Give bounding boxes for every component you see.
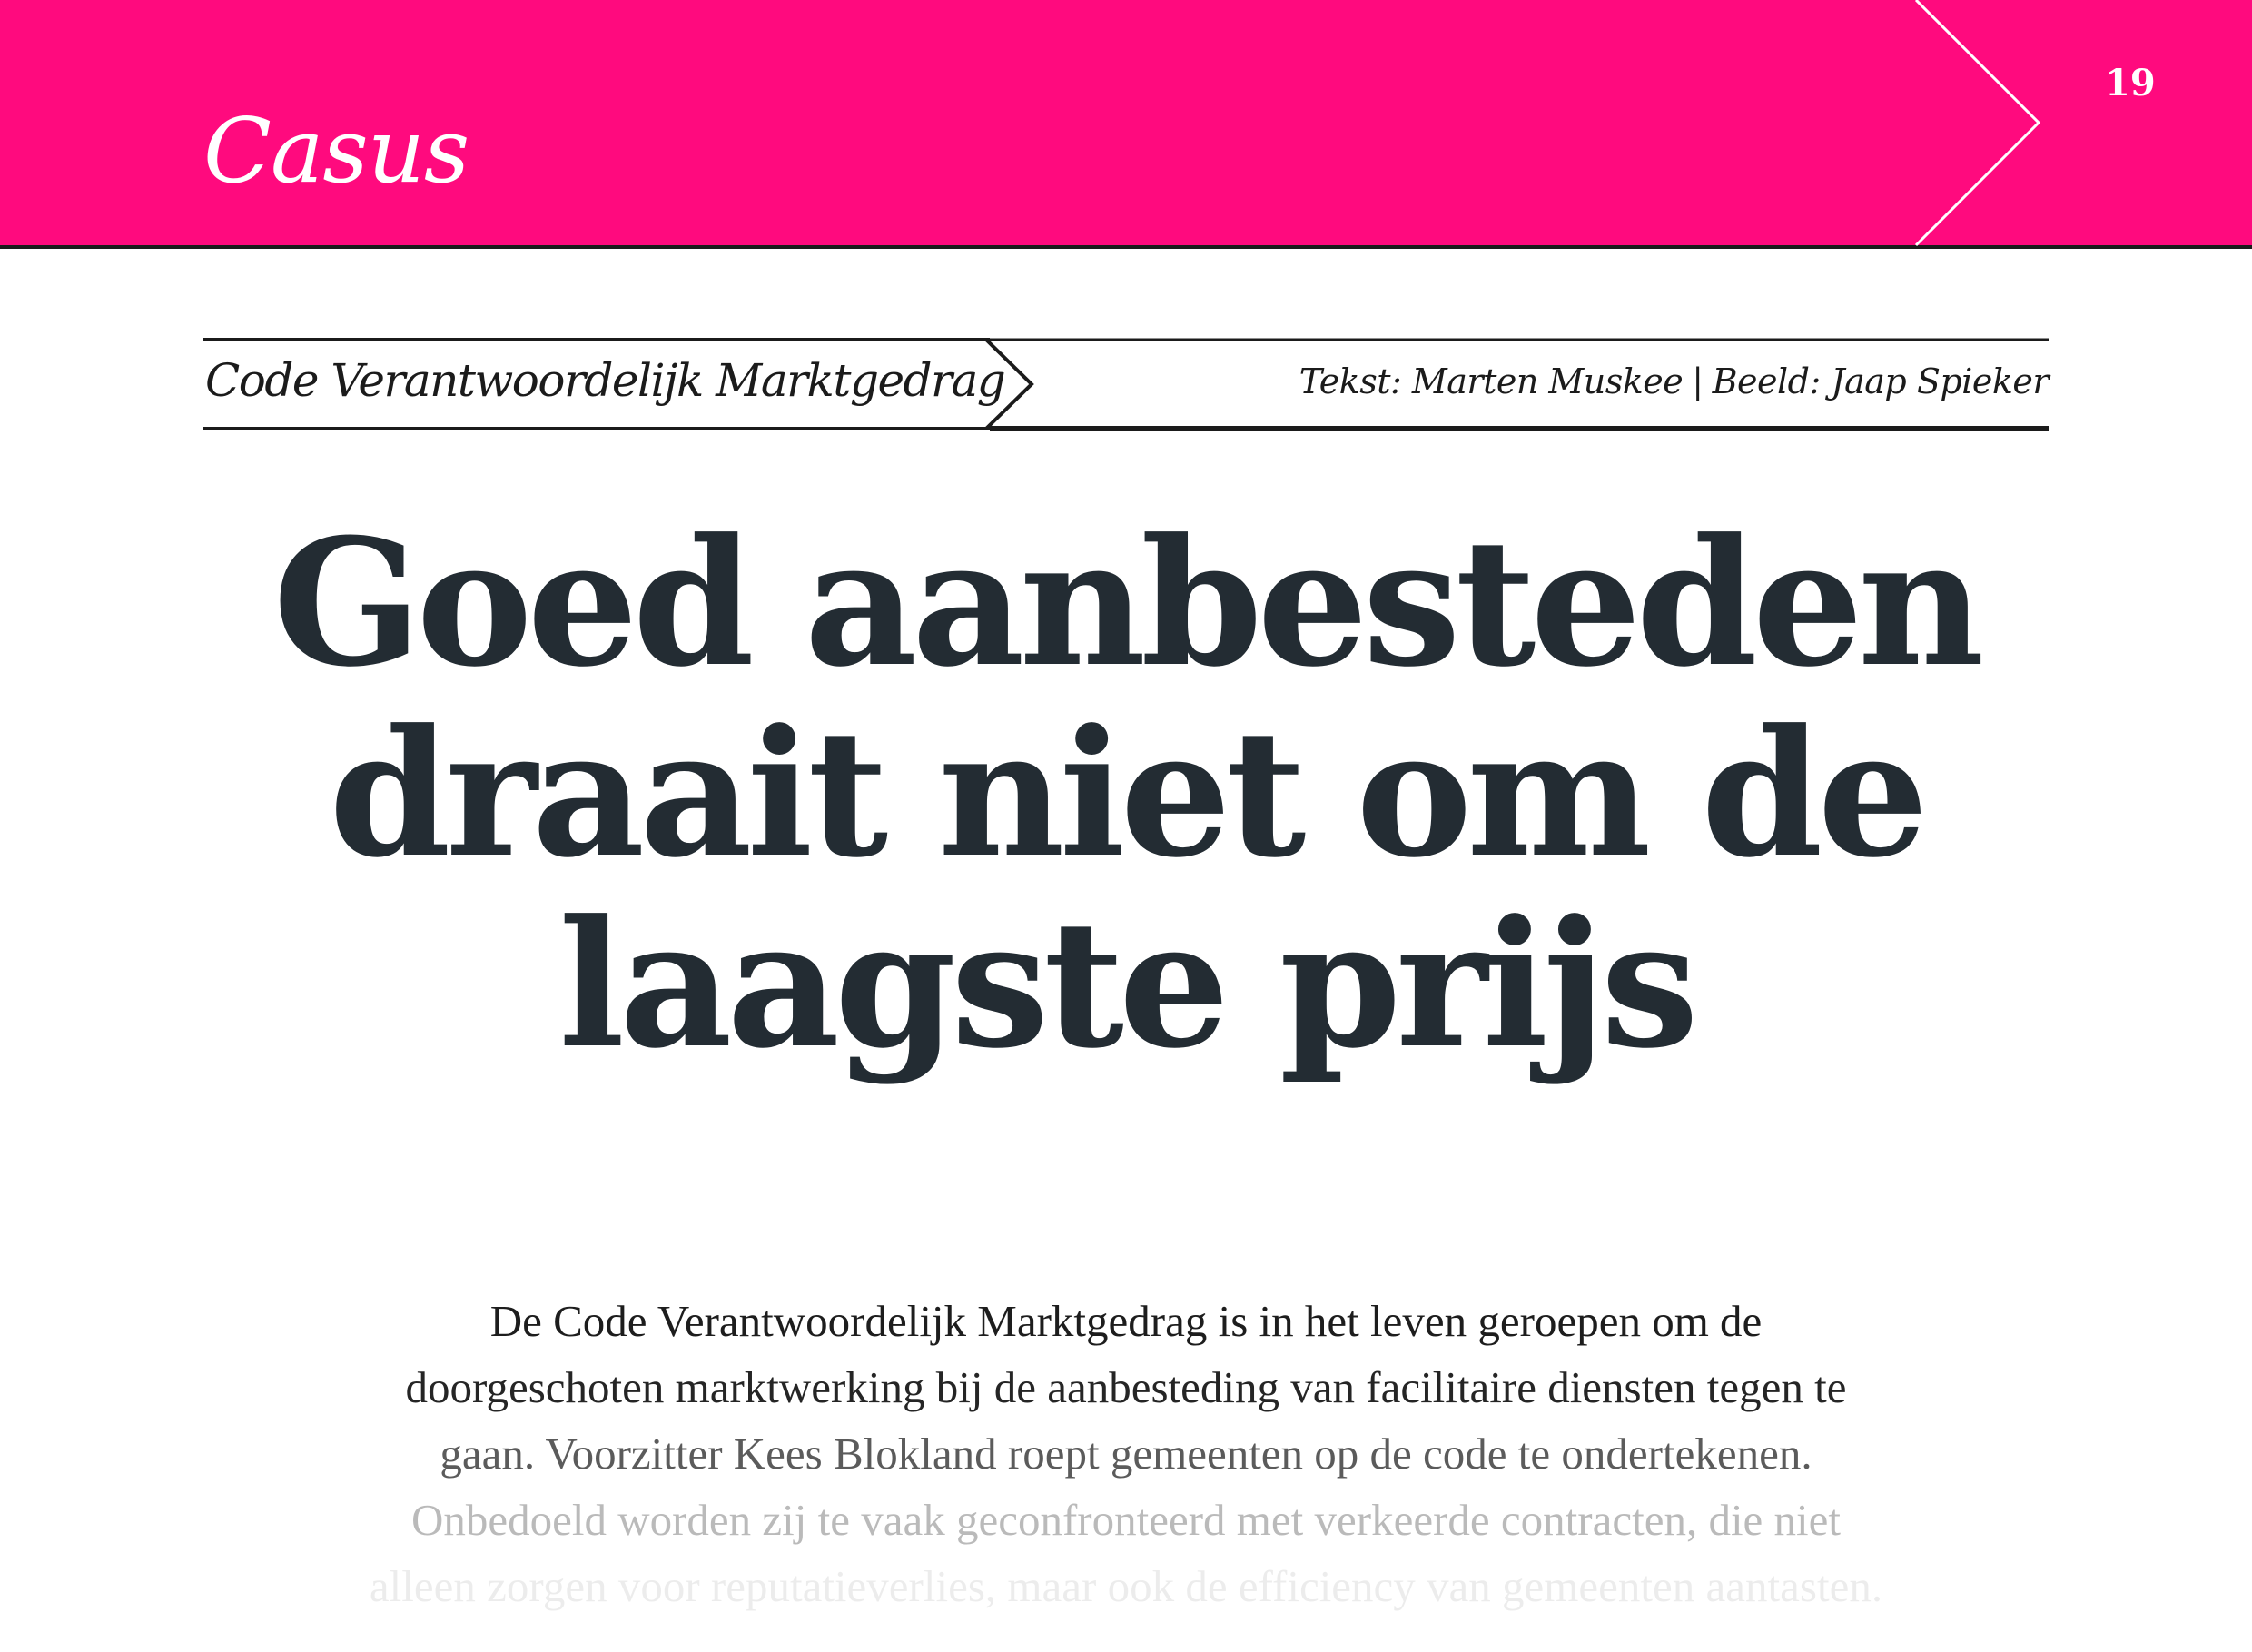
- headline-line: draait niet om de: [329, 692, 1923, 896]
- headline-line: Goed aanbesteden: [272, 501, 1980, 706]
- lead-line: gaan. Voorzitter Kees Blokland roept gemeenten op de code te ondertekenen.: [440, 1429, 1812, 1479]
- section-label: Casus: [203, 100, 469, 203]
- lead-line: De Code Verantwoordelijk Marktgedrag is in het leven geroepen om de: [489, 1296, 1763, 1346]
- text-credit: Tekst: Marten Muskee: [1299, 361, 1684, 401]
- headline-line: laagste prijs: [558, 883, 1694, 1087]
- credits: [1299, 363, 2049, 401]
- headline: [127, 501, 2125, 1087]
- image-credit: Beeld: Jaap Spieker: [1712, 361, 2049, 401]
- credit-separator: |: [1692, 361, 1704, 401]
- lead-line: alleen zorgen voor reputatieverlies, maar ook de efficiency van gemeenten aantasten.: [369, 1561, 1883, 1611]
- lead-paragraph: [345, 1288, 1907, 1619]
- lead-line: Onbedoeld worden zij te vaak geconfronteerd met verkeerde contracten, die niet: [410, 1495, 1842, 1545]
- rubric-bar: [203, 338, 2049, 432]
- lead-line: doorgeschoten marktwerking bij de aanbesteding van facilitaire diensten tegen te: [405, 1362, 1847, 1412]
- rubric-title: Code Verantwoordelijk Marktgedrag: [205, 354, 1005, 407]
- page-number: 19: [2105, 62, 2156, 104]
